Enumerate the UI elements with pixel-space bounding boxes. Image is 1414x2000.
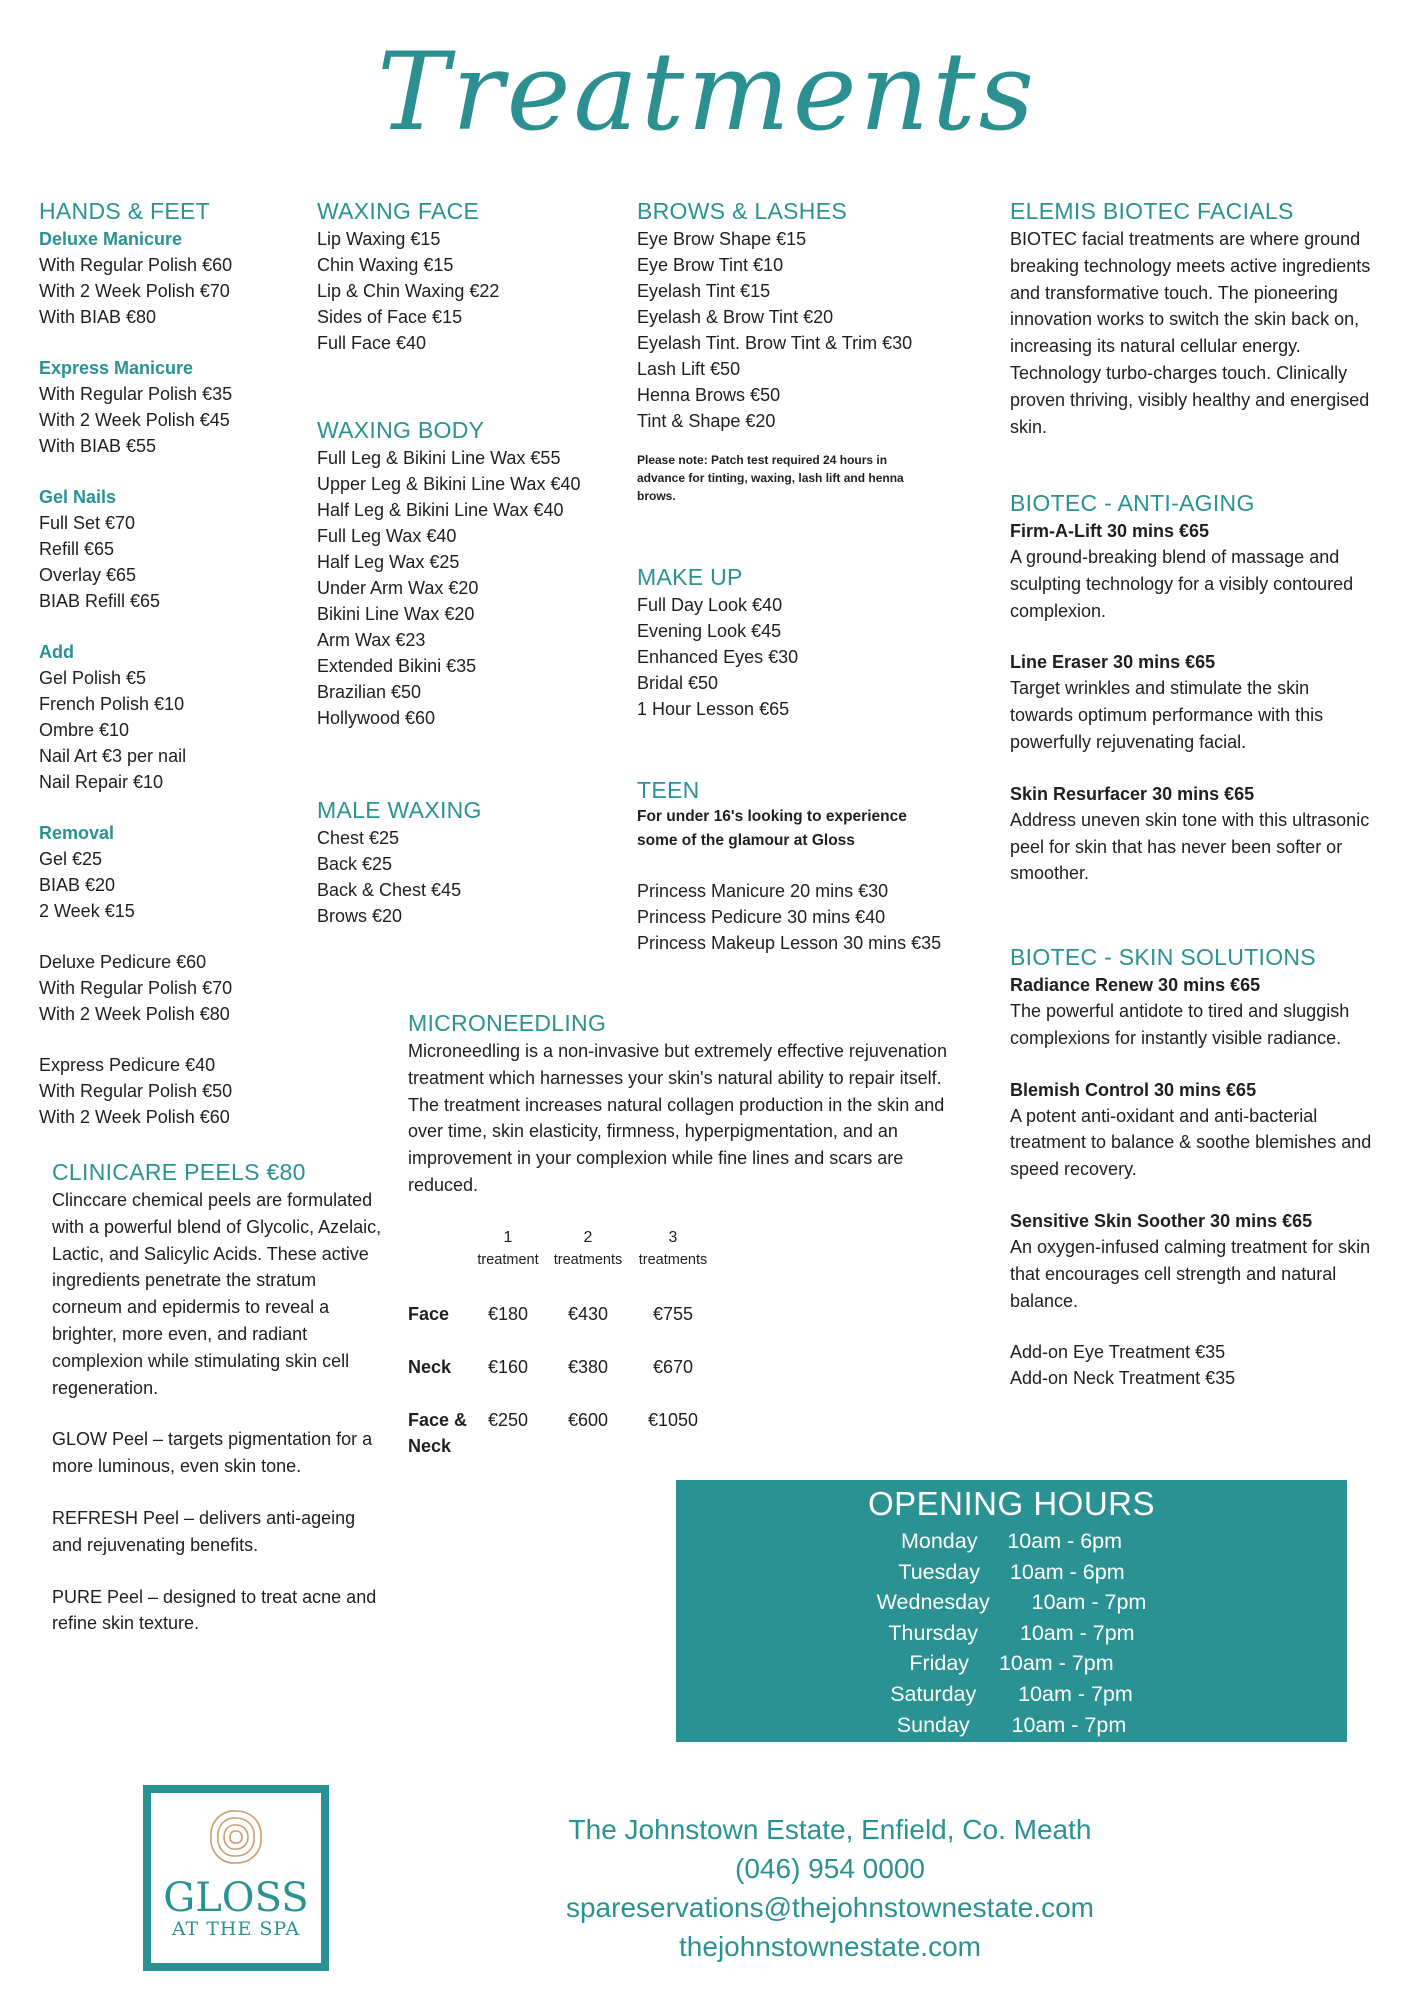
list-item: Under Arm Wax €20 [317, 578, 479, 598]
day-label: Sunday [896, 1712, 970, 1737]
make-up-section [637, 562, 937, 722]
make-up-heading: MAKE UP [637, 564, 743, 590]
table-column-header [548, 1227, 628, 1271]
list-item: Back €25 [317, 854, 393, 874]
day-hours: 10am - 6pm [1009, 1559, 1125, 1584]
brows-lashes-section [637, 196, 967, 505]
elemis-heading: ELEMIS BIOTEC FACIALS [1010, 198, 1294, 224]
day-hours: 10am - 7pm [1018, 1681, 1133, 1706]
day-hours: 10am - 7pm [1011, 1712, 1127, 1737]
list-item: BIAB €20 [39, 875, 116, 895]
list-item: With Regular Polish €35 [39, 384, 233, 404]
logo-tagline: AT THE SPA [171, 1918, 301, 1940]
list-item: French Polish €10 [39, 694, 185, 714]
list-item: Princess Manicure 20 mins €30 [637, 881, 889, 901]
day-label: Thursday [888, 1620, 979, 1645]
pure-peel: PURE Peel – designed to treat acne and refine skin texture. [52, 1586, 377, 1634]
contact-block [530, 1810, 1130, 1966]
treatment-title: Firm-A-Lift 30 mins €65 [1010, 521, 1210, 541]
list-item: Gel Polish €5 [39, 668, 147, 688]
treatment-description: An oxygen-infused calming treatment for skin that encourages cell strength and natural balance. [1010, 1236, 1371, 1311]
refresh-peel: REFRESH Peel – delivers anti-ageing and rejuvenating benefits. [52, 1507, 356, 1555]
deluxe-manicure-title: Deluxe Manicure [39, 229, 183, 249]
tree-ring-icon [206, 1807, 266, 1867]
clinicare-heading: CLINICARE PEELS €80 [52, 1159, 306, 1185]
list-item: With Regular Polish €70 [39, 978, 233, 998]
table-cell-area: Face [408, 1303, 450, 1324]
list-item: Brows €20 [317, 906, 403, 926]
list-item: Henna Brows €50 [637, 385, 781, 405]
treatment-description: A potent anti-oxidant and anti-bacterial treatment to balance & soothe blemishes and speed recovery. [1010, 1105, 1372, 1180]
table-column-header [468, 1227, 548, 1271]
list-item: With BIAB €55 [39, 436, 157, 456]
table-cell-area: Face & Neck [408, 1409, 468, 1456]
page-title: Treatments [376, 30, 1038, 155]
glow-peel: GLOW Peel – targets pigmentation for a more luminous, even skin tone. [52, 1429, 373, 1477]
add-title: Add [39, 642, 74, 662]
list-item: Eyelash Tint €15 [637, 281, 771, 301]
hands-feet-section [39, 196, 299, 1130]
list-item: Gel €25 [39, 849, 103, 869]
list-item: Evening Look €45 [637, 621, 782, 641]
list-item: Lip Waxing €15 [317, 229, 441, 249]
list-item: Half Leg & Bikini Line Wax €40 [317, 500, 564, 520]
table-cell-price: €670 [652, 1356, 694, 1377]
waxing-face-heading: WAXING FACE [317, 198, 480, 224]
logo-name: GLOSS [163, 1875, 309, 1921]
microneedling-description: Microneedling is a non-invasive but extremely effective rejuvenation treatment which harnesses your skin's natural ability to repair itself. The treatment increases natural collagen production in the skin and over time, skin elasticity, firmness, hyperpigmentation, and an improvement in your complexion while fine lines and scars are reduced. [408, 1041, 947, 1195]
list-item: Deluxe Pedicure €60 [39, 952, 207, 972]
list-item: With 2 Week Polish €60 [39, 1107, 230, 1127]
table-column-header [628, 1227, 718, 1271]
table-cell-area: Neck [408, 1356, 452, 1377]
male-waxing-heading: MALE WAXING [317, 797, 482, 823]
list-item: Nail Repair €10 [39, 772, 164, 792]
list-item: Lip & Chin Waxing €22 [317, 281, 500, 301]
table-row [408, 1327, 718, 1380]
clinicare-description: Clinccare chemical peels are formulated with a powerful blend of Glycolic, Azelaic, Lactic, and Salicylic Acids. These active ingredients penetrate the stratum corneum and epidermis to reveal a brighter, more even, and radiant complexion while stimulating skin cell regeneration. [52, 1190, 382, 1398]
hours-row [676, 1648, 1347, 1679]
column-number: 1 [503, 1228, 513, 1246]
list-item: With 2 Week Polish €80 [39, 1004, 230, 1024]
list-item: Add-on Neck Treatment €35 [1010, 1368, 1236, 1389]
table-row [408, 1271, 718, 1327]
list-item: Princess Makeup Lesson 30 mins €35 [637, 933, 942, 953]
column-label: treatments [553, 1251, 623, 1268]
table-cell-price: €1050 [647, 1409, 699, 1430]
gel-nails-title: Gel Nails [39, 487, 117, 507]
microneedling-price-table [408, 1227, 718, 1459]
list-item: Back & Chest €45 [317, 880, 462, 900]
list-item: Tint & Shape €20 [637, 411, 776, 431]
treatment-title: Radiance Renew 30 mins €65 [1010, 975, 1261, 995]
treatment-title: Skin Resurfacer 30 mins €65 [1010, 783, 1255, 804]
list-item: Lash Lift €50 [637, 359, 741, 379]
day-hours: 10am - 7pm [1031, 1590, 1147, 1615]
male-waxing-section [317, 795, 617, 929]
microneedling-section [408, 1008, 968, 1459]
opening-hours-panel [676, 1480, 1347, 1742]
anti-aging-heading: BIOTEC - ANTI-AGING [1010, 490, 1255, 516]
list-item: Full Face €40 [317, 333, 427, 353]
removal-title: Removal [39, 823, 115, 843]
list-item: With 2 Week Polish €70 [39, 281, 230, 301]
hours-row [676, 1557, 1347, 1588]
list-item: Arm Wax €23 [317, 630, 426, 650]
table-cell-price: €160 [487, 1356, 529, 1377]
list-item: Bridal €50 [637, 673, 719, 693]
table-header-row [408, 1227, 718, 1271]
list-item: Half Leg Wax €25 [317, 552, 460, 572]
address-text: The Johnstown Estate, Enfield, Co. Meath [568, 1814, 1092, 1845]
column-number: 3 [668, 1228, 678, 1246]
list-item: Full Leg & Bikini Line Wax €55 [317, 448, 561, 468]
hours-row [676, 1618, 1347, 1649]
list-item: Refill €65 [39, 539, 115, 559]
day-hours: 10am - 7pm [1019, 1620, 1135, 1645]
hours-row [676, 1710, 1347, 1741]
list-item: With Regular Polish €60 [39, 255, 233, 275]
list-item: Enhanced Eyes €30 [637, 647, 799, 667]
day-label: Tuesday [898, 1559, 981, 1584]
list-item: BIAB Refill €65 [39, 591, 161, 611]
elemis-section [1010, 196, 1375, 440]
hours-row [676, 1526, 1347, 1557]
email-link[interactable]: spareservations@thejohnstownestate.com [565, 1892, 1095, 1923]
treatment-title: Blemish Control 30 mins €65 [1010, 1079, 1257, 1100]
hours-row [676, 1679, 1347, 1710]
list-item: Full Day Look €40 [637, 595, 783, 615]
list-item: Eye Brow Tint €10 [637, 255, 784, 275]
list-item: With Regular Polish €50 [39, 1081, 233, 1101]
list-item: Express Pedicure €40 [39, 1055, 216, 1075]
list-item: Bikini Line Wax €20 [317, 604, 475, 624]
day-hours: 10am - 7pm [998, 1651, 1114, 1676]
elemis-description: BIOTEC facial treatments are where ground breaking technology meets active ingredients and transformative touch. The pioneering innovation works to switch the skin back on, increasing its natural cellular energy. Technology turbo-charges touch. Clinically proven thriving, visibly healthy and energised skin. [1010, 229, 1371, 437]
day-label: Monday [900, 1529, 978, 1553]
phone-text: (046) 954 0000 [735, 1853, 925, 1884]
list-item: Princess Pedicure 30 mins €40 [637, 907, 886, 927]
list-item: Eyelash Tint. Brow Tint & Trim €30 [637, 333, 913, 353]
list-item: 2 Week €15 [39, 901, 135, 921]
teen-heading: TEEN [637, 777, 700, 803]
column-label: treatments [638, 1251, 708, 1268]
list-item: Chest €25 [317, 828, 400, 848]
clinicare-section [52, 1157, 382, 1637]
table-row [408, 1380, 718, 1459]
waxing-body-section [317, 415, 637, 731]
treatment-description: A ground-breaking blend of massage and sculpting technology for a visibly contoured complexion. [1010, 547, 1354, 621]
list-item: Eye Brow Shape €15 [637, 229, 807, 249]
treatment-description: Target wrinkles and stimulate the skin towards optimum performance with this powerfully rejuvenating facial. [1010, 678, 1324, 752]
anti-aging-section [1010, 488, 1375, 887]
table-cell-price: €380 [567, 1356, 609, 1377]
list-item: Upper Leg & Bikini Line Wax €40 [317, 474, 581, 494]
teen-note: For under 16's looking to experience some of the glamour at Gloss [637, 808, 907, 849]
list-item: With 2 Week Polish €45 [39, 410, 230, 430]
skin-solutions-heading: BIOTEC - SKIN SOLUTIONS [1010, 944, 1316, 970]
waxing-face-section [317, 196, 617, 356]
skin-solutions-section [1010, 942, 1375, 1391]
column-number: 2 [583, 1228, 593, 1246]
list-item: Add-on Eye Treatment €35 [1010, 1342, 1226, 1363]
day-label: Saturday [890, 1681, 977, 1706]
list-item: 1 Hour Lesson €65 [637, 699, 790, 719]
brows-lashes-heading: BROWS & LASHES [637, 198, 847, 224]
table-cell-price: €755 [652, 1303, 694, 1324]
list-item: With BIAB €80 [39, 307, 157, 327]
opening-hours-heading: OPENING HOURS [867, 1485, 1156, 1522]
day-label: Friday [909, 1651, 970, 1676]
teen-section [637, 775, 977, 956]
website-link[interactable]: thejohnstownestate.com [679, 1931, 981, 1962]
table-cell-price: €600 [567, 1409, 609, 1430]
list-item: Nail Art €3 per nail [39, 746, 187, 766]
express-manicure-title: Express Manicure [39, 358, 194, 378]
day-label: Wednesday [876, 1590, 990, 1615]
hours-row [676, 1587, 1347, 1618]
treatment-description: The powerful antidote to tired and sluggish complexions for instantly visible radiance. [1010, 1001, 1350, 1048]
table-cell-price: €430 [567, 1303, 609, 1324]
microneedling-heading: MICRONEEDLING [408, 1010, 607, 1036]
hands-feet-heading: HANDS & FEET [39, 198, 211, 224]
column-label: treatment [477, 1251, 539, 1268]
patch-test-note: Please note: Patch test required 24 hours in advance for tinting, waxing, lash lift and henna brows. [637, 453, 904, 503]
list-item: Sides of Face €15 [317, 307, 463, 327]
table-cell-price: €180 [487, 1303, 529, 1324]
list-item: Hollywood €60 [317, 708, 436, 728]
list-item: Eyelash & Brow Tint €20 [637, 307, 834, 327]
waxing-body-heading: WAXING BODY [317, 417, 485, 443]
list-item: Chin Waxing €15 [317, 255, 454, 275]
treatment-title: Line Eraser 30 mins €65 [1010, 652, 1216, 673]
list-item: Full Set €70 [39, 513, 136, 533]
gloss-logo [143, 1785, 329, 1971]
list-item: Full Leg Wax €40 [317, 526, 457, 546]
list-item: Extended Bikini €35 [317, 656, 477, 676]
list-item: Overlay €65 [39, 565, 137, 585]
day-hours: 10am - 6pm [1007, 1529, 1123, 1553]
list-item: Brazilian €50 [317, 682, 422, 702]
treatment-title: Sensitive Skin Soother 30 mins €65 [1010, 1210, 1313, 1231]
treatment-description: Address uneven skin tone with this ultrasonic peel for skin that has never been softer or smoother. [1010, 809, 1370, 884]
table-cell-price: €250 [487, 1409, 529, 1430]
list-item: Ombre €10 [39, 720, 130, 740]
